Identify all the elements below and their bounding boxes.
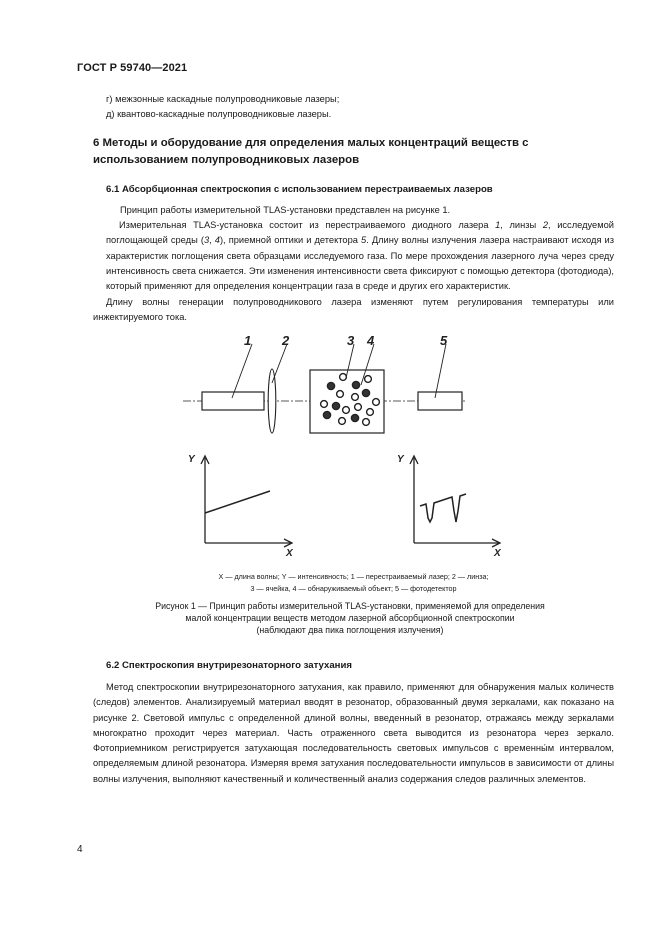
label-3: 3 xyxy=(347,333,355,348)
left-graph-y-label: Y xyxy=(188,454,195,465)
figure-1-diagram xyxy=(0,330,661,575)
label-1: 1 xyxy=(244,333,252,348)
list-item-d: д) квантово-каскадные полупроводниковые лазеры. xyxy=(106,109,332,119)
section-6-1-title: 6.1 Абсорбционная спектроскопия с использованием перестраиваемых лазеров xyxy=(106,184,493,195)
label-4: 4 xyxy=(367,333,375,348)
left-graph-x-label: X xyxy=(286,548,293,559)
lens-shape xyxy=(268,369,276,433)
figure-1-legend-line-1: X — длина волны; Y — интенсивность; 1 — перестраиваемый лазер; 2 — линза; xyxy=(218,572,489,581)
figure-1-caption-line-2: малой концентрации веществ методом лазерной абсорбционной спектроскопии xyxy=(185,613,515,623)
detector-box xyxy=(418,392,462,410)
left-graph-signal-line xyxy=(205,491,270,513)
figure-1-caption-line-3: (наблюдают два пика поглощения излучения) xyxy=(256,625,444,635)
figure-1-legend-line-2: 3 — ячейка, 4 — обнаруживаемый объект; 5 — фотодетектор xyxy=(250,584,457,593)
leader-1 xyxy=(232,344,252,398)
right-graph-x-label: X xyxy=(494,548,501,559)
section-6-1-paragraph-2: Измерительная TLAS-установка состоит из перестраиваемого диодного лазера 1, линзы 2, исследуемой поглощающей среды (3, 4), приемной оптики и детектора 5. Длину волны излучения лазера настраивают исходя из характеристик поглощения света образцами исследуемого газа. По мере прохождения лазерного луча через среду интенсивность света снижается. Эти изменения интенсивности света фиксируют с помощью детектора (фотодиода), который применяют для определения концентрации газа в среде и других его характеристик. xyxy=(106,220,615,292)
right-graph-absorption-signal xyxy=(420,494,466,522)
section-6-1-paragraph-3: Длину волны генерации полупроводникового лазера изменяют путем регулирования температуры или инжектируемого тока. xyxy=(93,297,614,323)
leader-2 xyxy=(272,344,287,383)
figure-1-caption-line-1: Рисунок 1 — Принцип работы измерительной TLAS-установки, применяемой для определения xyxy=(155,601,545,611)
document-header: ГОСТ Р 59740—2021 xyxy=(77,62,188,74)
label-2: 2 xyxy=(282,333,290,348)
leader-5 xyxy=(435,344,446,398)
section-6-2-title: 6.2 Спектроскопия внутрирезонаторного затухания xyxy=(106,660,352,671)
list-item-g: г) межзонные каскадные полупроводниковые лазеры; xyxy=(106,94,340,104)
section-6-2-paragraph-1: Метод спектроскопии внутрирезонаторного затухания, как правило, применяют для обнаружения малых количеств (следов) элементов. Анализируемый материал вводят в резонатор, образованный двумя зеркалами, как показано на рисунке 2. Световой импульс с определенной длиной волны, введенный в резонатор, отражаясь между зеркалами многократно проходит через материал. Часть отраженного света выводится из резонатора через зеркало. Фотоприемником регистрируется затухающая последовательность световых импульсов с временны́м интервалом, определяемым длиной резонатора. Измеряя время затухания последовательности импульсов в зависимости от длины волны излучения, выполняют качественный и количественный анализ содержания следов различных элементов. xyxy=(93,682,614,784)
section-6-1-paragraph-1: Принцип работы измерительной TLAS-установки представлен на рисунке 1. xyxy=(120,205,451,215)
section-6-title: 6 Методы и оборудование для определения малых концентраций веществ с использованием полупроводниковых лазеров xyxy=(93,137,529,166)
right-graph-y-label: Y xyxy=(397,454,404,465)
label-5: 5 xyxy=(440,333,448,348)
page-number: 4 xyxy=(77,844,83,855)
